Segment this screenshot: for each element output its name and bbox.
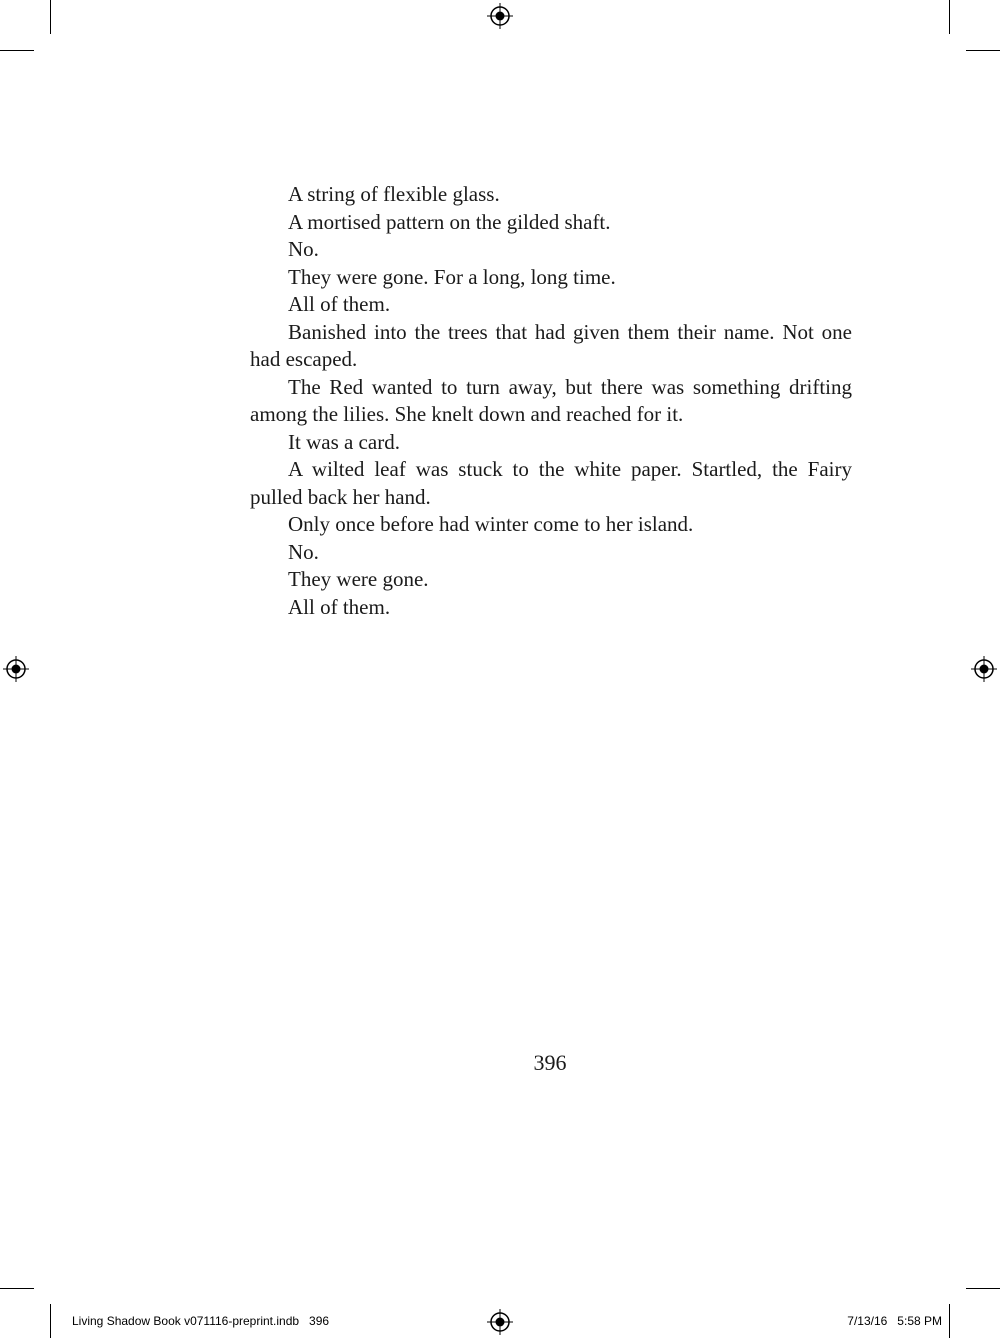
registration-mark-bottom-icon bbox=[487, 1309, 513, 1335]
paragraph: A mortised pattern on the gilded shaft. bbox=[288, 209, 611, 234]
paragraph: Banished into the trees that had given them their name. Not one had escaped. bbox=[250, 319, 852, 371]
paragraph: All of them. bbox=[288, 292, 391, 316]
registration-mark-right-icon bbox=[971, 656, 997, 682]
paragraph: It was a card. bbox=[288, 429, 400, 454]
crop-mark-bottom-left-horizontal bbox=[0, 1288, 34, 1289]
slug-file-info: Living Shadow Book v071116-preprint.indb 396 bbox=[72, 1314, 330, 1328]
paragraph: A wilted leaf was stuck to the white paper. Startled, the Fairy pulled back her hand. bbox=[250, 457, 852, 509]
crop-mark-top-left-horizontal bbox=[0, 50, 34, 51]
paragraph: They were gone. For a long, long time. bbox=[288, 264, 616, 289]
crop-mark-top-right-vertical bbox=[949, 0, 950, 34]
crop-mark-top-left-vertical bbox=[50, 0, 51, 34]
registration-mark-left-icon bbox=[3, 656, 29, 682]
slug-date-time: 7/13/16 5:58 PM bbox=[847, 1314, 942, 1328]
crop-mark-bottom-left-vertical bbox=[50, 1304, 51, 1338]
paragraph: Only once before had winter come to her island. bbox=[288, 512, 694, 536]
crop-mark-bottom-right-horizontal bbox=[966, 1288, 1000, 1289]
body-text bbox=[250, 181, 852, 621]
registration-mark-top-icon bbox=[487, 3, 513, 29]
paragraph: They were gone. bbox=[288, 567, 429, 591]
paragraph: A string of flexible glass. bbox=[288, 182, 500, 206]
crop-mark-bottom-right-vertical bbox=[949, 1304, 950, 1338]
paragraph: All of them. bbox=[288, 594, 391, 619]
crop-mark-top-right-horizontal bbox=[966, 50, 1000, 51]
paragraph: The Red wanted to turn away, but there was something drifting among the lilies. She knelt down and reached for it. bbox=[250, 374, 852, 426]
paragraph: No. bbox=[288, 237, 319, 261]
page-number: 396 bbox=[533, 1050, 567, 1075]
paragraph: No. bbox=[288, 539, 319, 564]
